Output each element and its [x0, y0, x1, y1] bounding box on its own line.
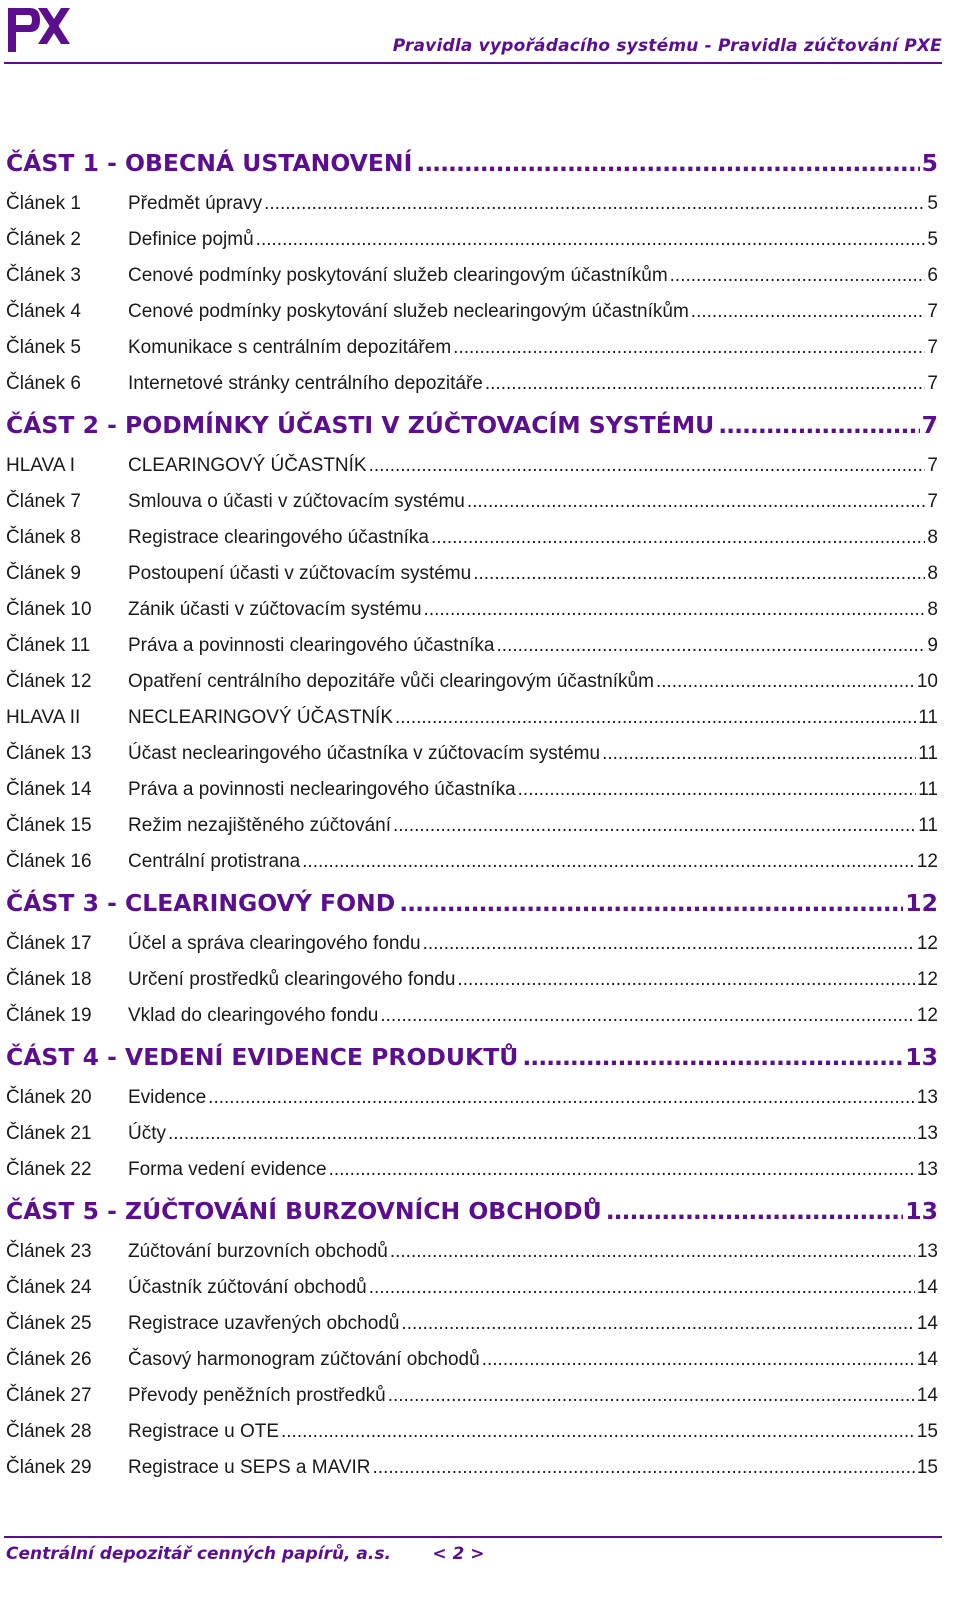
- toc-entry[interactable]: [6, 1152, 938, 1188]
- page-number: 14: [916, 1385, 938, 1406]
- table-of-contents: [6, 140, 938, 1486]
- toc-entry[interactable]: [6, 926, 938, 962]
- dot-leader: [485, 366, 926, 402]
- page-number: 14: [916, 1349, 938, 1370]
- entry-title: Smlouva o účasti v zúčtovacím systému: [128, 491, 465, 512]
- part-label: ČÁST 2 - PODMÍNKY ÚČASTI V ZÚČTOVACÍM SYSTÉMU: [6, 411, 715, 439]
- toc-entry[interactable]: [6, 366, 938, 402]
- entry-title: NECLEARINGOVÝ ÚČASTNÍK: [128, 707, 393, 728]
- dot-leader: [416, 140, 919, 186]
- dot-leader: [302, 844, 915, 880]
- entry-title: Účty: [128, 1123, 166, 1144]
- toc-entry[interactable]: [6, 628, 938, 664]
- entry-title: Cenové podmínky poskytování služeb neclearingovým účastníkům: [128, 301, 689, 322]
- entry-title: Určení prostředků clearingového fondu: [128, 969, 456, 990]
- dot-leader: [401, 1306, 914, 1342]
- entry-number: Článek 24: [6, 1277, 92, 1298]
- entry-number: Článek 3: [6, 265, 81, 286]
- entry-number: Článek 18: [6, 969, 92, 990]
- page-number: 12: [916, 851, 938, 872]
- entry-number: Článek 23: [6, 1241, 92, 1262]
- toc-part-heading[interactable]: [6, 402, 938, 448]
- page-number: 6: [927, 265, 938, 286]
- entry-title: Postoupení účasti v zúčtovacím systému: [128, 563, 472, 584]
- dot-leader: [718, 402, 919, 448]
- dot-leader: [369, 1270, 915, 1306]
- part-label: ČÁST 4 - VEDENÍ EVIDENCE PRODUKTŮ: [6, 1043, 519, 1071]
- dot-leader: [424, 592, 926, 628]
- toc-entry[interactable]: [6, 258, 938, 294]
- dot-leader: [281, 1414, 915, 1450]
- toc-entry[interactable]: [6, 484, 938, 520]
- entry-number: Článek 15: [6, 815, 92, 836]
- page-number: 7: [927, 491, 938, 512]
- page-number: 13: [916, 1241, 938, 1262]
- toc-entry[interactable]: [6, 1306, 938, 1342]
- entry-number: Článek 16: [6, 851, 92, 872]
- entry-title: Registrace u SEPS a MAVIR: [128, 1457, 371, 1478]
- dot-leader: [482, 1342, 915, 1378]
- entry-number: Článek 17: [6, 933, 92, 954]
- entry-title: Forma vedení evidence: [128, 1159, 327, 1180]
- header-title: Pravidla vypořádacího systému - Pravidla zúčtování PXE: [392, 36, 942, 56]
- page-number: 11: [918, 779, 938, 800]
- entry-title: Účel a správa clearingového fondu: [128, 933, 421, 954]
- entry-title: Centrální protistrana: [128, 851, 301, 872]
- entry-title: Opatření centrálního depozitáře vůči clearingovým účastníkům: [128, 671, 654, 692]
- entry-number: Článek 7: [6, 491, 81, 512]
- toc-entry[interactable]: [6, 330, 938, 366]
- page-number: 14: [916, 1277, 938, 1298]
- page-number: 7: [921, 411, 938, 439]
- toc-part-heading[interactable]: [6, 1034, 938, 1080]
- entry-title: Zánik účasti v zúčtovacím systému: [128, 599, 422, 620]
- entry-title: Registrace clearingového účastníka: [128, 527, 430, 548]
- entry-number: Článek 6: [6, 373, 81, 394]
- dot-leader: [423, 926, 915, 962]
- entry-title: Evidence: [128, 1087, 207, 1108]
- dot-leader: [691, 294, 926, 330]
- entry-number: Článek 26: [6, 1349, 92, 1370]
- toc-entry[interactable]: [6, 592, 938, 628]
- toc-entry[interactable]: [6, 700, 938, 736]
- toc-entry[interactable]: [6, 448, 938, 484]
- footer: [6, 1544, 485, 1564]
- dot-leader: [467, 484, 926, 520]
- page-number: 7: [927, 455, 938, 476]
- toc-entry[interactable]: [6, 1234, 938, 1270]
- dot-leader: [518, 772, 917, 808]
- entry-number: Článek 27: [6, 1385, 92, 1406]
- entry-title: Práva a povinnosti neclearingového účastníka: [128, 779, 516, 800]
- dot-leader: [656, 664, 915, 700]
- entry-number: Článek 10: [6, 599, 92, 620]
- entry-number: Článek 11: [6, 635, 91, 656]
- toc-entry[interactable]: [6, 736, 938, 772]
- dot-leader: [168, 1116, 915, 1152]
- page-number: 11: [918, 743, 938, 764]
- dot-leader: [453, 330, 925, 366]
- entry-number: Článek 20: [6, 1087, 92, 1108]
- dot-leader: [431, 520, 925, 556]
- entry-number: HLAVA II: [6, 707, 81, 728]
- px-logo-icon: [4, 4, 70, 56]
- footer-page-number: < 2 >: [432, 1544, 485, 1564]
- toc-part-heading[interactable]: [6, 140, 938, 186]
- page-number: 10: [916, 671, 938, 692]
- page-number: 15: [916, 1421, 938, 1442]
- footer-company: Centrální depozitář cenných papírů, a.s.: [6, 1544, 391, 1564]
- page-number: 13: [916, 1159, 938, 1180]
- dot-leader: [380, 998, 915, 1034]
- page-number: 14: [916, 1313, 938, 1334]
- part-label: ČÁST 1 - OBECNÁ USTANOVENÍ: [6, 149, 413, 177]
- dot-leader: [457, 962, 914, 998]
- dot-leader: [522, 1034, 903, 1080]
- entry-title: Komunikace s centrálním depozitářem: [128, 337, 452, 358]
- page-number: 8: [927, 527, 938, 548]
- entry-number: Článek 9: [6, 563, 81, 584]
- page-number: 11: [918, 815, 938, 836]
- dot-leader: [393, 808, 916, 844]
- toc-part-heading[interactable]: [6, 880, 938, 926]
- page-number: 8: [927, 563, 938, 584]
- page-number: 8: [927, 599, 938, 620]
- entry-title: Registrace uzavřených obchodů: [128, 1313, 400, 1334]
- dot-leader: [208, 1080, 915, 1116]
- toc-entry[interactable]: [6, 808, 938, 844]
- entry-title: Definice pojmů: [128, 229, 254, 250]
- entry-number: Článek 19: [6, 1005, 92, 1026]
- toc-entry[interactable]: [6, 1378, 938, 1414]
- dot-leader: [388, 1378, 915, 1414]
- page-number: 13: [916, 1087, 938, 1108]
- dot-leader: [264, 186, 925, 222]
- page-number: 7: [927, 337, 938, 358]
- entry-title: CLEARINGOVÝ ÚČASTNÍK: [128, 455, 367, 476]
- entry-number: Článek 22: [6, 1159, 92, 1180]
- page-number: 9: [927, 635, 938, 656]
- toc-entry[interactable]: [6, 844, 938, 880]
- toc-entry[interactable]: [6, 1116, 938, 1152]
- footer-divider: [4, 1536, 942, 1538]
- page-number: 15: [916, 1457, 938, 1478]
- entry-number: Článek 14: [6, 779, 92, 800]
- toc-entry[interactable]: [6, 556, 938, 592]
- entry-number: Článek 1: [6, 193, 81, 214]
- toc-entry[interactable]: [6, 520, 938, 556]
- toc-entry[interactable]: [6, 962, 938, 998]
- entry-number: Článek 2: [6, 229, 81, 250]
- entry-number: HLAVA I: [6, 455, 75, 476]
- page-number: 12: [916, 933, 938, 954]
- toc-entry[interactable]: [6, 294, 938, 330]
- page-number: 12: [916, 969, 938, 990]
- dot-leader: [369, 448, 926, 484]
- dot-leader: [670, 258, 926, 294]
- page-number: 7: [927, 373, 938, 394]
- dot-leader: [473, 556, 925, 592]
- part-label: ČÁST 5 - ZÚČTOVÁNÍ BURZOVNÍCH OBCHODŮ: [6, 1197, 602, 1225]
- toc-entry[interactable]: [6, 222, 938, 258]
- dot-leader: [602, 736, 916, 772]
- toc-entry[interactable]: [6, 664, 938, 700]
- page-number: 12: [916, 1005, 938, 1026]
- entry-title: Účastník zúčtování obchodů: [128, 1277, 367, 1298]
- toc-entry[interactable]: [6, 772, 938, 808]
- dot-leader: [390, 1234, 915, 1270]
- dot-leader: [606, 1188, 904, 1234]
- page-number: 12: [905, 889, 938, 917]
- page-number: 11: [918, 707, 938, 728]
- entry-title: Účast neclearingového účastníka v zúčtovacím systému: [128, 743, 601, 764]
- entry-number: Článek 5: [6, 337, 81, 358]
- toc-part-heading[interactable]: [6, 1188, 938, 1234]
- dot-leader: [256, 222, 926, 258]
- entry-title: Internetové stránky centrálního depozitáře: [128, 373, 483, 394]
- toc-entry[interactable]: [6, 1450, 938, 1486]
- dot-leader: [329, 1152, 915, 1188]
- page-number: 13: [905, 1197, 938, 1225]
- entry-title: Režim nezajištěného zúčtování: [128, 815, 391, 836]
- toc-entry[interactable]: [6, 1414, 938, 1450]
- dot-leader: [399, 880, 903, 926]
- toc-entry[interactable]: [6, 1342, 938, 1378]
- entry-title: Předmět úpravy: [128, 193, 263, 214]
- entry-title: Práva a povinnosti clearingového účastníka: [128, 635, 495, 656]
- dot-leader: [373, 1450, 915, 1486]
- dot-leader: [395, 700, 916, 736]
- toc-entry[interactable]: [6, 1080, 938, 1116]
- page-number: 5: [921, 149, 938, 177]
- toc-entry[interactable]: [6, 1270, 938, 1306]
- entry-number: Článek 8: [6, 527, 81, 548]
- entry-number: Článek 4: [6, 301, 81, 322]
- entry-number: Článek 12: [6, 671, 92, 692]
- entry-title: Převody peněžních prostředků: [128, 1385, 386, 1406]
- page-number: 13: [916, 1123, 938, 1144]
- toc-entry[interactable]: [6, 186, 938, 222]
- page-number: 5: [927, 229, 938, 250]
- entry-number: Článek 25: [6, 1313, 92, 1334]
- entry-title: Cenové podmínky poskytování služeb clearingovým účastníkům: [128, 265, 668, 286]
- entry-number: Článek 21: [6, 1123, 92, 1144]
- entry-title: Zúčtování burzovních obchodů: [128, 1241, 388, 1262]
- entry-number: Článek 28: [6, 1421, 92, 1442]
- page-number: 7: [927, 301, 938, 322]
- page-number: 13: [905, 1043, 938, 1071]
- part-label: ČÁST 3 - CLEARINGOVÝ FOND: [6, 889, 396, 917]
- toc-entry[interactable]: [6, 998, 938, 1034]
- dot-leader: [497, 628, 926, 664]
- entry-title: Časový harmonogram zúčtování obchodů: [128, 1349, 480, 1370]
- entry-number: Článek 29: [6, 1457, 92, 1478]
- entry-number: Článek 13: [6, 743, 92, 764]
- entry-title: Registrace u OTE: [128, 1421, 279, 1442]
- entry-title: Vklad do clearingového fondu: [128, 1005, 379, 1026]
- page-number: 5: [927, 193, 938, 214]
- header-divider: [4, 62, 942, 64]
